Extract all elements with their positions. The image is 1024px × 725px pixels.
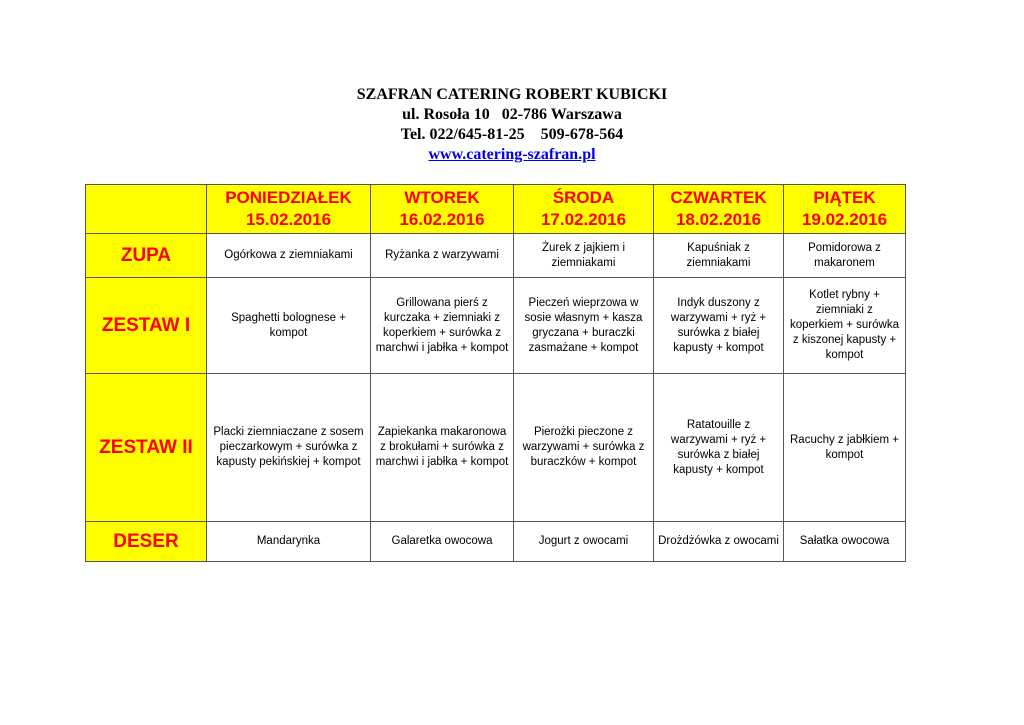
company-phone: Tel. 022/645-81-25 509-678-564 <box>400 126 624 143</box>
row-zestaw-i <box>86 278 906 374</box>
day-date: 17.02.2016 <box>540 210 627 229</box>
day-name: ŚRODA <box>552 188 615 207</box>
menu-cell: Grillowana pierś z kurczaka + ziemniaki z koperkiem + surówka z marchwi i jabłka + kompot <box>371 278 514 374</box>
menu-cell: Ryżanka z warzywami <box>371 234 514 278</box>
day-date: 15.02.2016 <box>245 210 332 229</box>
menu-cell: Spaghetti bolognese + kompot <box>207 278 371 374</box>
menu-cell: Kapuśniak z ziemniakami <box>654 234 784 278</box>
website-link[interactable]: www.catering-szafran.pl <box>428 146 596 163</box>
document-header <box>0 85 1024 165</box>
menu-cell: Mandarynka <box>207 522 371 562</box>
day-name: CZWARTEK <box>670 188 767 207</box>
menu-cell: Pieczeń wieprzowa w sosie własnym + kasza gryczana + buraczki zasmażane + kompot <box>514 278 654 374</box>
row-label-zestaw-ii: ZESTAW II <box>86 374 207 522</box>
menu-cell: Pierożki pieczone z warzywami + surówka z buraczków + kompot <box>514 374 654 522</box>
menu-cell: Drożdżówka z owocami <box>654 522 784 562</box>
menu-cell: Indyk duszony z warzywami + ryż + surówka z białej kapusty + kompot <box>654 278 784 374</box>
menu-cell: Jogurt z owocami <box>514 522 654 562</box>
day-header-wednesday <box>514 185 654 234</box>
menu-cell: Sałatka owocowa <box>784 522 906 562</box>
row-label-deser: DESER <box>86 522 207 562</box>
menu-cell: Placki ziemniaczane z sosem pieczarkowym + surówka z kapusty pekińskiej + kompot <box>207 374 371 522</box>
day-header-row <box>86 185 906 234</box>
day-header-thursday <box>654 185 784 234</box>
menu-cell: Racuchy z jabłkiem + kompot <box>784 374 906 522</box>
weekly-menu-table <box>85 184 906 562</box>
company-address: ul. Rosoła 10 02-786 Warszawa <box>402 106 622 123</box>
day-header-friday <box>784 185 906 234</box>
day-date: 18.02.2016 <box>675 210 762 229</box>
menu-cell: Żurek z jajkiem i ziemniakami <box>514 234 654 278</box>
menu-cell: Zapiekanka makaronowa z brokułami + surówka z marchwi i jabłka + kompot <box>371 374 514 522</box>
day-header-tuesday <box>371 185 514 234</box>
day-name: WTOREK <box>404 188 480 207</box>
menu-cell: Ratatouille z warzywami + ryż + surówka z białej kapusty + kompot <box>654 374 784 522</box>
row-label-zestaw-i: ZESTAW I <box>86 278 207 374</box>
day-name: PIĄTEK <box>813 188 876 207</box>
company-name: SZAFRAN CATERING ROBERT KUBICKI <box>356 86 668 103</box>
row-label-zupa: ZUPA <box>86 234 207 278</box>
corner-cell <box>86 185 207 234</box>
day-date: 16.02.2016 <box>399 210 485 229</box>
menu-cell: Galaretka owocowa <box>371 522 514 562</box>
row-zupa <box>86 234 906 278</box>
day-date: 19.02.2016 <box>801 210 888 229</box>
row-deser <box>86 522 906 562</box>
day-name: PONIEDZIAŁEK <box>225 188 352 207</box>
menu-cell: Ogórkowa z ziemniakami <box>207 234 371 278</box>
menu-cell: Pomidorowa z makaronem <box>784 234 906 278</box>
row-zestaw-ii <box>86 374 906 522</box>
menu-cell: Kotlet rybny + ziemniaki z koperkiem + surówka z kiszonej kapusty + kompot <box>784 278 906 374</box>
day-header-monday <box>207 185 371 234</box>
